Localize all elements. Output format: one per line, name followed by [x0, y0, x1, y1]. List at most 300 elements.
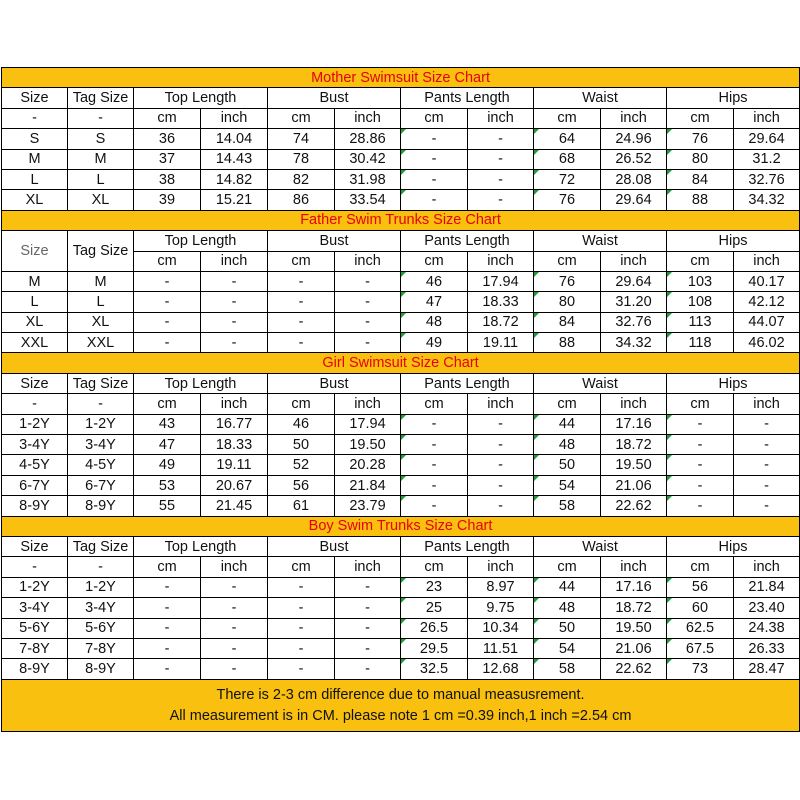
value-cell: 24.38: [734, 618, 800, 638]
unit-placeholder: -: [2, 394, 68, 414]
unit-cm: cm: [534, 557, 601, 577]
unit-placeholder: -: [68, 557, 134, 577]
value-cell: 17.94: [335, 414, 401, 434]
unit-inch: inch: [468, 251, 534, 271]
unit-inch: inch: [201, 557, 268, 577]
value-cell: -: [134, 577, 201, 597]
unit-inch: inch: [335, 108, 401, 128]
value-cell: -: [134, 292, 201, 312]
value-cell: 84: [667, 169, 734, 189]
tag-size-cell: S: [68, 129, 134, 149]
value-cell: 46: [268, 414, 335, 434]
value-cell: -: [468, 129, 534, 149]
value-cell: 78: [268, 149, 335, 169]
value-cell: -: [134, 618, 201, 638]
unit-cm: cm: [134, 251, 201, 271]
value-cell: 19.50: [601, 618, 667, 638]
footer-line-2: All measurement is in CM. please note 1 cm =0.39 inch,1 inch =2.54 cm: [169, 707, 632, 724]
value-cell: 80: [534, 292, 601, 312]
measure-group-header: Hips: [667, 536, 800, 556]
tag-size-cell: XL: [68, 190, 134, 210]
table-row: [2, 292, 800, 312]
table-row: [2, 618, 800, 638]
value-cell: -: [335, 292, 401, 312]
footer-note: [2, 679, 800, 731]
unit-cm: cm: [401, 394, 468, 414]
unit-cm: cm: [268, 394, 335, 414]
value-cell: 28.47: [734, 659, 800, 679]
value-cell: 10.34: [468, 618, 534, 638]
value-cell: 21.84: [335, 475, 401, 495]
measure-group-header: Waist: [534, 373, 667, 393]
size-cell: XXL: [2, 333, 68, 353]
tag-size-cell: 3-4Y: [68, 598, 134, 618]
value-cell: -: [134, 638, 201, 658]
value-cell: 17.16: [601, 577, 667, 597]
size-cell: 5-6Y: [2, 618, 68, 638]
tag-size-cell: 3-4Y: [68, 435, 134, 455]
unit-cm: cm: [268, 108, 335, 128]
value-cell: 76: [534, 271, 601, 291]
unit-inch: inch: [468, 557, 534, 577]
value-cell: 47: [401, 292, 468, 312]
size-cell: 7-8Y: [2, 638, 68, 658]
size-cell: XL: [2, 312, 68, 332]
value-cell: 23: [401, 577, 468, 597]
value-cell: -: [734, 496, 800, 516]
value-cell: 19.11: [201, 455, 268, 475]
value-cell: 23.40: [734, 598, 800, 618]
table-row: [2, 149, 800, 169]
value-cell: 64: [534, 129, 601, 149]
value-cell: 54: [534, 638, 601, 658]
value-cell: 82: [268, 169, 335, 189]
value-cell: 17.94: [468, 271, 534, 291]
value-cell: -: [201, 292, 268, 312]
size-cell: L: [2, 292, 68, 312]
value-cell: 50: [534, 618, 601, 638]
unit-inch: inch: [201, 108, 268, 128]
measure-group-header: Hips: [667, 373, 800, 393]
value-cell: -: [401, 475, 468, 495]
measure-group-header: Pants Length: [401, 536, 534, 556]
value-cell: 80: [667, 149, 734, 169]
value-cell: -: [667, 475, 734, 495]
size-cell: 4-5Y: [2, 455, 68, 475]
measure-group-header: Bust: [268, 231, 401, 251]
value-cell: 86: [268, 190, 335, 210]
unit-placeholder: -: [68, 108, 134, 128]
value-cell: 55: [134, 496, 201, 516]
value-cell: -: [134, 659, 201, 679]
value-cell: 17.16: [601, 414, 667, 434]
value-cell: 49: [134, 455, 201, 475]
tag-size-cell: 8-9Y: [68, 659, 134, 679]
measure-group-header: Waist: [534, 88, 667, 108]
value-cell: 18.72: [601, 435, 667, 455]
table-row: [2, 659, 800, 679]
table-row: [2, 598, 800, 618]
value-cell: -: [401, 190, 468, 210]
value-cell: -: [134, 271, 201, 291]
value-cell: 44: [534, 414, 601, 434]
value-cell: -: [468, 435, 534, 455]
value-cell: 34.32: [601, 333, 667, 353]
section-title: Mother Swimsuit Size Chart: [2, 68, 800, 88]
value-cell: -: [335, 312, 401, 332]
value-cell: 32.76: [734, 169, 800, 189]
unit-inch: inch: [335, 251, 401, 271]
header-row: [2, 88, 800, 108]
table-row: [2, 455, 800, 475]
value-cell: -: [667, 435, 734, 455]
value-cell: -: [201, 618, 268, 638]
value-cell: 48: [534, 598, 601, 618]
value-cell: -: [335, 598, 401, 618]
value-cell: -: [401, 496, 468, 516]
value-cell: -: [201, 312, 268, 332]
value-cell: 60: [667, 598, 734, 618]
section-title-row: [2, 68, 800, 88]
value-cell: 31.2: [734, 149, 800, 169]
value-cell: -: [201, 598, 268, 618]
value-cell: 19.50: [601, 455, 667, 475]
value-cell: -: [268, 618, 335, 638]
value-cell: 103: [667, 271, 734, 291]
value-cell: 72: [534, 169, 601, 189]
value-cell: -: [134, 312, 201, 332]
value-cell: 26.52: [601, 149, 667, 169]
value-cell: 29.64: [601, 190, 667, 210]
table-row: [2, 577, 800, 597]
value-cell: 84: [534, 312, 601, 332]
size-cell: 3-4Y: [2, 598, 68, 618]
unit-cm: cm: [268, 557, 335, 577]
value-cell: -: [401, 414, 468, 434]
measure-group-header: Top Length: [134, 373, 268, 393]
value-cell: -: [335, 271, 401, 291]
unit-inch: inch: [601, 108, 667, 128]
value-cell: -: [134, 598, 201, 618]
size-cell: L: [2, 169, 68, 189]
measure-group-header: Waist: [534, 231, 667, 251]
value-cell: 26.33: [734, 638, 800, 658]
table-row: [2, 333, 800, 353]
value-cell: 15.21: [201, 190, 268, 210]
value-cell: 23.79: [335, 496, 401, 516]
unit-cm: cm: [667, 251, 734, 271]
value-cell: 61: [268, 496, 335, 516]
tag-size-cell: 4-5Y: [68, 455, 134, 475]
table-row: [2, 435, 800, 455]
unit-cm: cm: [534, 394, 601, 414]
tag-size-header: Tag Size: [68, 536, 134, 556]
table-row: [2, 271, 800, 291]
value-cell: -: [268, 659, 335, 679]
value-cell: 56: [667, 577, 734, 597]
value-cell: -: [401, 455, 468, 475]
value-cell: -: [201, 271, 268, 291]
value-cell: 30.42: [335, 149, 401, 169]
value-cell: 12.68: [468, 659, 534, 679]
value-cell: -: [734, 455, 800, 475]
value-cell: 52: [268, 455, 335, 475]
value-cell: 20.28: [335, 455, 401, 475]
size-cell: 3-4Y: [2, 435, 68, 455]
value-cell: 39: [134, 190, 201, 210]
tag-size-header: Tag Size: [68, 231, 134, 272]
section-title-row: [2, 210, 800, 230]
value-cell: -: [667, 496, 734, 516]
size-cell: 8-9Y: [2, 496, 68, 516]
value-cell: -: [335, 618, 401, 638]
value-cell: 49: [401, 333, 468, 353]
value-cell: -: [468, 414, 534, 434]
value-cell: 50: [268, 435, 335, 455]
table-row: [2, 414, 800, 434]
value-cell: -: [734, 475, 800, 495]
unit-cm: cm: [268, 251, 335, 271]
measure-group-header: Top Length: [134, 88, 268, 108]
size-cell: M: [2, 271, 68, 291]
value-cell: -: [401, 149, 468, 169]
value-cell: 33.54: [335, 190, 401, 210]
table-row: [2, 312, 800, 332]
section-title: Boy Swim Trunks Size Chart: [2, 516, 800, 536]
header-row: [2, 373, 800, 393]
value-cell: 20.67: [201, 475, 268, 495]
unit-cm: cm: [667, 108, 734, 128]
value-cell: 14.82: [201, 169, 268, 189]
unit-placeholder: -: [68, 394, 134, 414]
value-cell: -: [335, 577, 401, 597]
table-row: [2, 638, 800, 658]
section-title: Girl Swimsuit Size Chart: [2, 353, 800, 373]
tag-size-cell: 7-8Y: [68, 638, 134, 658]
value-cell: 26.5: [401, 618, 468, 638]
value-cell: 18.33: [468, 292, 534, 312]
size-cell: 6-7Y: [2, 475, 68, 495]
value-cell: 21.06: [601, 638, 667, 658]
tag-size-cell: XL: [68, 312, 134, 332]
table-row: [2, 169, 800, 189]
value-cell: 53: [134, 475, 201, 495]
value-cell: 76: [667, 129, 734, 149]
measure-group-header: Hips: [667, 88, 800, 108]
value-cell: 113: [667, 312, 734, 332]
unit-row: [2, 394, 800, 414]
value-cell: 31.98: [335, 169, 401, 189]
value-cell: 47: [134, 435, 201, 455]
value-cell: -: [268, 312, 335, 332]
value-cell: 58: [534, 659, 601, 679]
footer-line-1: There is 2-3 cm difference due to manual measusrement.: [216, 686, 585, 703]
measure-group-header: Bust: [268, 88, 401, 108]
measure-group-header: Top Length: [134, 231, 268, 251]
value-cell: -: [468, 149, 534, 169]
value-cell: 14.43: [201, 149, 268, 169]
unit-inch: inch: [734, 557, 800, 577]
unit-inch: inch: [468, 394, 534, 414]
unit-inch: inch: [601, 394, 667, 414]
value-cell: -: [268, 577, 335, 597]
value-cell: 54: [534, 475, 601, 495]
value-cell: -: [201, 577, 268, 597]
value-cell: 8.97: [468, 577, 534, 597]
value-cell: -: [401, 129, 468, 149]
value-cell: 21.45: [201, 496, 268, 516]
value-cell: 50: [534, 455, 601, 475]
measure-group-header: Pants Length: [401, 88, 534, 108]
value-cell: -: [401, 435, 468, 455]
value-cell: 46.02: [734, 333, 800, 353]
value-cell: 9.75: [468, 598, 534, 618]
table-row: [2, 496, 800, 516]
value-cell: -: [335, 333, 401, 353]
value-cell: -: [734, 414, 800, 434]
tag-size-cell: L: [68, 169, 134, 189]
size-cell: S: [2, 129, 68, 149]
measure-group-header: Bust: [268, 373, 401, 393]
tag-size-cell: M: [68, 149, 134, 169]
unit-inch: inch: [734, 108, 800, 128]
value-cell: 42.12: [734, 292, 800, 312]
section-title-row: [2, 516, 800, 536]
value-cell: -: [335, 659, 401, 679]
value-cell: 44: [534, 577, 601, 597]
measure-group-header: Waist: [534, 536, 667, 556]
value-cell: 48: [401, 312, 468, 332]
value-cell: 29.64: [601, 271, 667, 291]
value-cell: 16.77: [201, 414, 268, 434]
tag-size-header: Tag Size: [68, 88, 134, 108]
value-cell: -: [335, 638, 401, 658]
value-cell: -: [201, 333, 268, 353]
table-row: [2, 190, 800, 210]
tag-size-cell: 1-2Y: [68, 414, 134, 434]
value-cell: -: [201, 659, 268, 679]
value-cell: -: [268, 271, 335, 291]
size-header: Size: [2, 536, 68, 556]
unit-inch: inch: [601, 251, 667, 271]
value-cell: 37: [134, 149, 201, 169]
unit-row: [2, 557, 800, 577]
value-cell: -: [734, 435, 800, 455]
size-header: Size: [2, 373, 68, 393]
value-cell: 67.5: [667, 638, 734, 658]
value-cell: 32.76: [601, 312, 667, 332]
value-cell: 22.62: [601, 496, 667, 516]
size-header: Size: [2, 88, 68, 108]
value-cell: 32.5: [401, 659, 468, 679]
value-cell: 88: [534, 333, 601, 353]
value-cell: 18.72: [601, 598, 667, 618]
value-cell: 40.17: [734, 271, 800, 291]
section-title: Father Swim Trunks Size Chart: [2, 210, 800, 230]
value-cell: 73: [667, 659, 734, 679]
unit-row: [2, 108, 800, 128]
value-cell: -: [468, 455, 534, 475]
table-row: [2, 475, 800, 495]
size-cell: 1-2Y: [2, 577, 68, 597]
value-cell: -: [468, 169, 534, 189]
value-cell: 19.50: [335, 435, 401, 455]
value-cell: 19.11: [468, 333, 534, 353]
unit-placeholder: -: [2, 108, 68, 128]
tag-size-cell: 1-2Y: [68, 577, 134, 597]
size-header: Size: [2, 231, 68, 272]
unit-inch: inch: [734, 394, 800, 414]
value-cell: 25: [401, 598, 468, 618]
unit-inch: inch: [601, 557, 667, 577]
tag-size-cell: 5-6Y: [68, 618, 134, 638]
value-cell: 28.86: [335, 129, 401, 149]
unit-cm: cm: [401, 557, 468, 577]
header-row: [2, 231, 800, 251]
tag-size-cell: 8-9Y: [68, 496, 134, 516]
unit-inch: inch: [335, 557, 401, 577]
value-cell: -: [268, 638, 335, 658]
value-cell: -: [134, 333, 201, 353]
unit-cm: cm: [534, 251, 601, 271]
value-cell: -: [667, 414, 734, 434]
unit-placeholder: -: [2, 557, 68, 577]
value-cell: 14.04: [201, 129, 268, 149]
header-row: [2, 536, 800, 556]
measure-group-header: Pants Length: [401, 373, 534, 393]
value-cell: 38: [134, 169, 201, 189]
value-cell: 21.84: [734, 577, 800, 597]
value-cell: 88: [667, 190, 734, 210]
value-cell: -: [268, 333, 335, 353]
value-cell: 108: [667, 292, 734, 312]
measure-group-header: Top Length: [134, 536, 268, 556]
unit-cm: cm: [134, 108, 201, 128]
size-chart-table: [1, 67, 800, 732]
value-cell: 31.20: [601, 292, 667, 312]
value-cell: 18.33: [201, 435, 268, 455]
unit-inch: inch: [335, 394, 401, 414]
value-cell: -: [468, 496, 534, 516]
size-cell: XL: [2, 190, 68, 210]
value-cell: -: [268, 292, 335, 312]
value-cell: 46: [401, 271, 468, 291]
tag-size-cell: 6-7Y: [68, 475, 134, 495]
value-cell: 24.96: [601, 129, 667, 149]
tag-size-header: Tag Size: [68, 373, 134, 393]
measure-group-header: Pants Length: [401, 231, 534, 251]
value-cell: 48: [534, 435, 601, 455]
section-title-row: [2, 353, 800, 373]
value-cell: 118: [667, 333, 734, 353]
value-cell: 21.06: [601, 475, 667, 495]
unit-cm: cm: [401, 251, 468, 271]
value-cell: 18.72: [468, 312, 534, 332]
value-cell: 76: [534, 190, 601, 210]
value-cell: 58: [534, 496, 601, 516]
tag-size-cell: L: [68, 292, 134, 312]
value-cell: 36: [134, 129, 201, 149]
unit-cm: cm: [134, 394, 201, 414]
value-cell: 62.5: [667, 618, 734, 638]
value-cell: 28.08: [601, 169, 667, 189]
value-cell: 43: [134, 414, 201, 434]
unit-inch: inch: [734, 251, 800, 271]
unit-cm: cm: [667, 557, 734, 577]
size-cell: M: [2, 149, 68, 169]
unit-cm: cm: [667, 394, 734, 414]
value-cell: -: [667, 455, 734, 475]
